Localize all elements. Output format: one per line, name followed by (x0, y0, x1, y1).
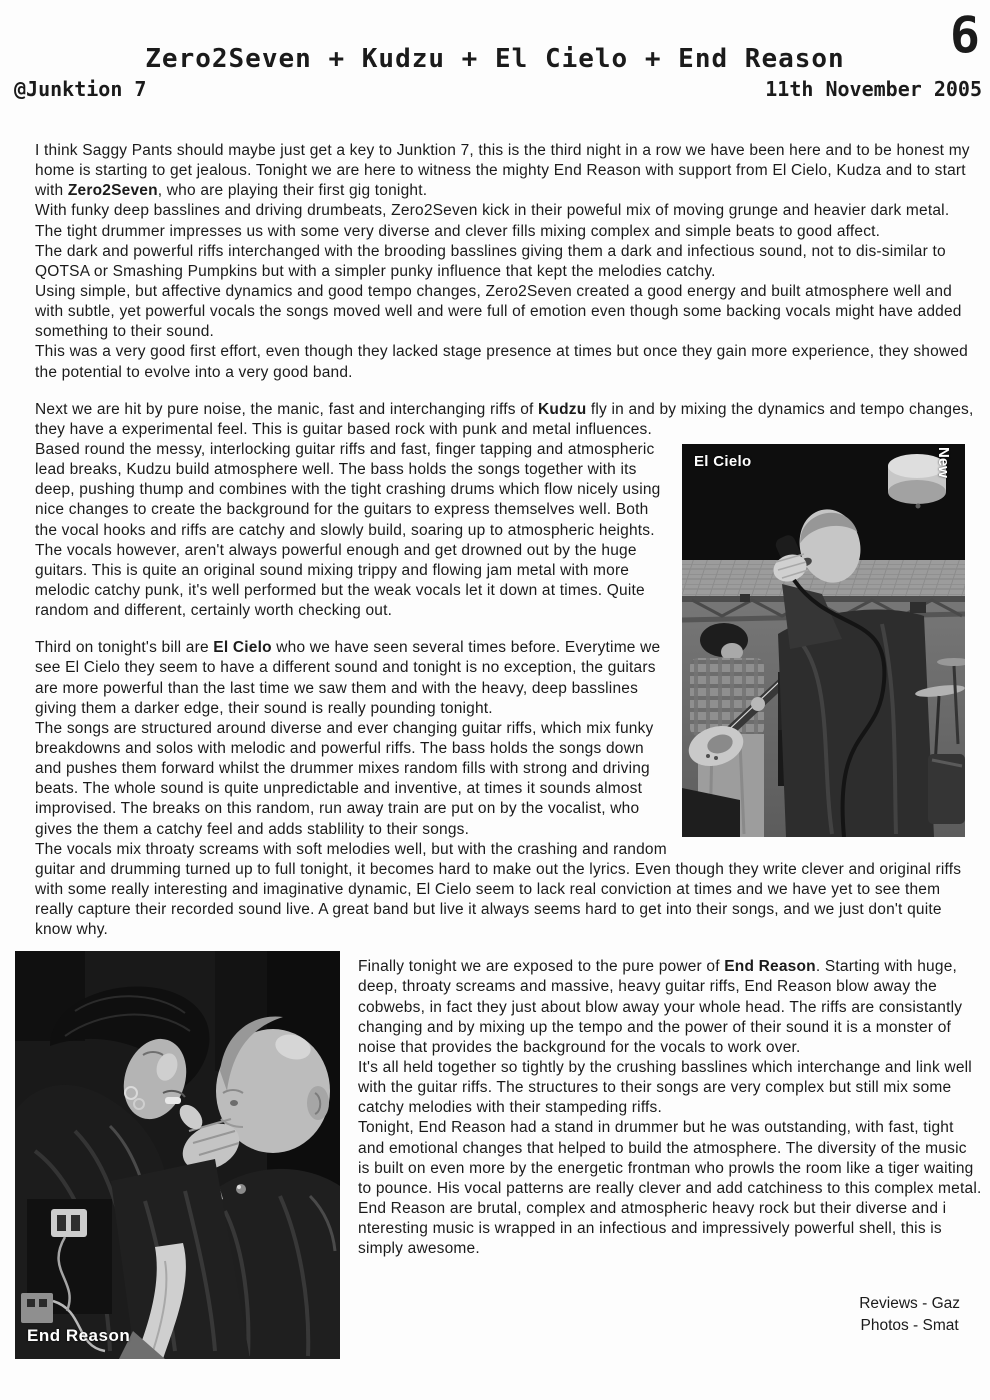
text-segment: This was a very good first effort, even though they lacked stage presence at times but once they gain more experience, they showed the potential to evolve into a very good band. (35, 343, 968, 381)
el-cielo-photo-image (682, 444, 965, 837)
band-name-bold: Zero2Seven (67, 182, 158, 200)
text-segment: With funky deep basslines and driving drumbeats, Zero2Seven kick in their poweful mix of moving grunge and heavier dark metal. (35, 202, 950, 220)
venue-wall-sign: New (935, 446, 952, 478)
review-zero2seven (35, 141, 982, 383)
text-segment: Based round the messy, interlocking guitar riffs and fast, finger tapping and atmospheric lead breaks, Kudzu build atmosphere well. The bass holds the songs together with its deep, pushing thump and combines with the tight crashing drums which flow nicely using nice changes to create the background for the guitars to express themselves well. Both the vocal hooks and riffs are catchy and slowly build, soaring up to atmospheric heights. The vocals however, aren't always powerful enough and get drowned out by the huge guitars. This is quite an original sound mixing trippy and flowing jam metal with more melodic catchy punk, it's well performed but the weak vocals let it down at times. Quite random and different, certainly worth checking out. (35, 440, 661, 620)
review-body (0, 101, 990, 1346)
text-segment: It's all held together so tightly by the crushing basslines which interchange and link well with the guitar riffs. The structures to their songs are very complex but still mix some catchy melodies with their stampeding riffs. (358, 1059, 972, 1117)
text-segment: Next we are hit by pure noise, the manic, fast and interchanging riffs of (35, 400, 539, 418)
el-cielo-photo-label: El Cielo (694, 452, 752, 470)
review-paragraph (35, 400, 982, 440)
review-paragraph (35, 222, 982, 242)
end-reason-photo-label: End Reason (27, 1326, 131, 1346)
review-paragraph (35, 242, 982, 282)
review-paragraph (35, 342, 982, 382)
band-name-bold: El Cielo (213, 639, 272, 657)
text-segment: . Starting with huge, deep, throaty screams and massive, heavy guitar riffs, End Reason blow away the cobwebs, in fact they just about blow away your whole head. The riffs are consistantly changing and by mixing up the tempo and the power of their sound it is a monster of noise that provides the background for the vocals to work over. (358, 958, 963, 1056)
review-paragraph (35, 141, 982, 201)
page-number: 6 (949, 6, 980, 64)
text-segment: End Reason are brutal, complex and atmospheric heavy rock but their diverse and i nteresting music is wrapped in an infectious and impressively powerful shell, this is simply awesome. (358, 1200, 947, 1258)
text-segment: Tonight, End Reason had a stand in drummer but he was outstanding, with fast, tight and emotional changes that helped to build the atmosphere. The diversity of the music is built on even more by the energetic frontman who prowls the room like a tiger waiting to pounce. His vocal patterns are really clever and add catchiness to this complex metal. (358, 1119, 982, 1197)
el-cielo-photo (682, 444, 965, 837)
text-segment: Third on tonight's bill are (35, 639, 214, 657)
credits-photos: Photos - Smat (860, 1317, 959, 1335)
date-label: 11th November 2005 (765, 77, 982, 101)
text-segment: fly in and by mixing the dynamics and tempo changes, they have a experimental feel. This is guitar based rock with punk and metal influences. (35, 400, 974, 438)
text-segment: The tight drummer impresses us with some very diverse and clever fills mixing complex and simple beats to good affect. (35, 222, 881, 240)
zero2seven-paragraphs (35, 141, 982, 383)
end-reason-photo-image (15, 951, 340, 1359)
text-segment: who we have seen several times before. Everytime we see El Cielo they seem to have a different sound and tonight is no exception, the guitars are more powerful than the last time we saw them and with the heavy, deep basslines giving them a darker edge, their sound is really pounding tonight. (35, 639, 661, 717)
page-header (0, 0, 990, 101)
text-segment: I think Saggy Pants should maybe just get a key to Junktion 7, this is the third night in a row we have been here and to be honest my home is starting to get jealous. Tonight we are here to witness the mighty End Reason with support from El Cielo, Kudza and to start with (35, 142, 970, 200)
review-kudzu (35, 400, 982, 622)
band-name-bold: Kudzu (538, 400, 587, 418)
end-reason-photo (15, 951, 340, 1359)
text-segment: The songs are structured around diverse and ever changing guitar riffs, which mix funky breakdowns and solos with melodic and powerful riffs. The bass holds the songs down and pushes them forward whilst the drummer mixes random fills with strong and driving beats. The whole sound is quite unpredictable and inventive, at times it sounds almost improvised. The breaks on this random, run away train are put on by the vocalist, who gives the them a catchy feel and adds stablility to their songs. (35, 719, 654, 838)
credits-reviews: Reviews - Gaz (859, 1295, 960, 1313)
review-paragraph (35, 282, 982, 342)
text-segment: , who are playing their first gig tonight. (157, 182, 428, 200)
text-segment: The dark and powerful riffs interchanged with the brooding basslines giving them a dark and infectious sound, not to dis-similar to QOTSA or Smashing Pumpkins but with a simpler punky influence that kept the melodies catchy. (35, 242, 946, 280)
venue-label: @Junktion 7 (14, 77, 147, 101)
text-segment: The vocals mix throaty screams with soft melodies well, but with the crashing and random guitar and drumming turned up to full tonight, it becomes hard to make out the lyrics. Even though they write clever and original riffs with some really interesting and imaginative dynamic, El Cielo seem to lack real conviction at times and we have yet to see them really capture their recorded sound live. A great band but live it always seems hard to get into their songs, and we just don't quite know why. (35, 840, 962, 939)
header-subline (0, 74, 990, 101)
review-paragraph (35, 840, 982, 941)
kudzu-intro (35, 400, 982, 440)
text-segment: Using simple, but affective dynamics and good tempo changes, Zero2Seven created a good energy and built atmosphere well and with subtle, yet powerful vocals the songs moved well and were full of emotion even though some backing vocals might have added something to their sound. (35, 282, 962, 341)
review-end-reason (27, 957, 982, 1346)
band-name-bold: End Reason (724, 958, 816, 976)
text-segment: Finally tonight we are exposed to the pure power of (358, 958, 725, 976)
credits-block (859, 1293, 960, 1336)
page-title: Zero2Seven + Kudzu + El Cielo + End Reason (145, 44, 845, 74)
review-paragraph (35, 201, 982, 221)
